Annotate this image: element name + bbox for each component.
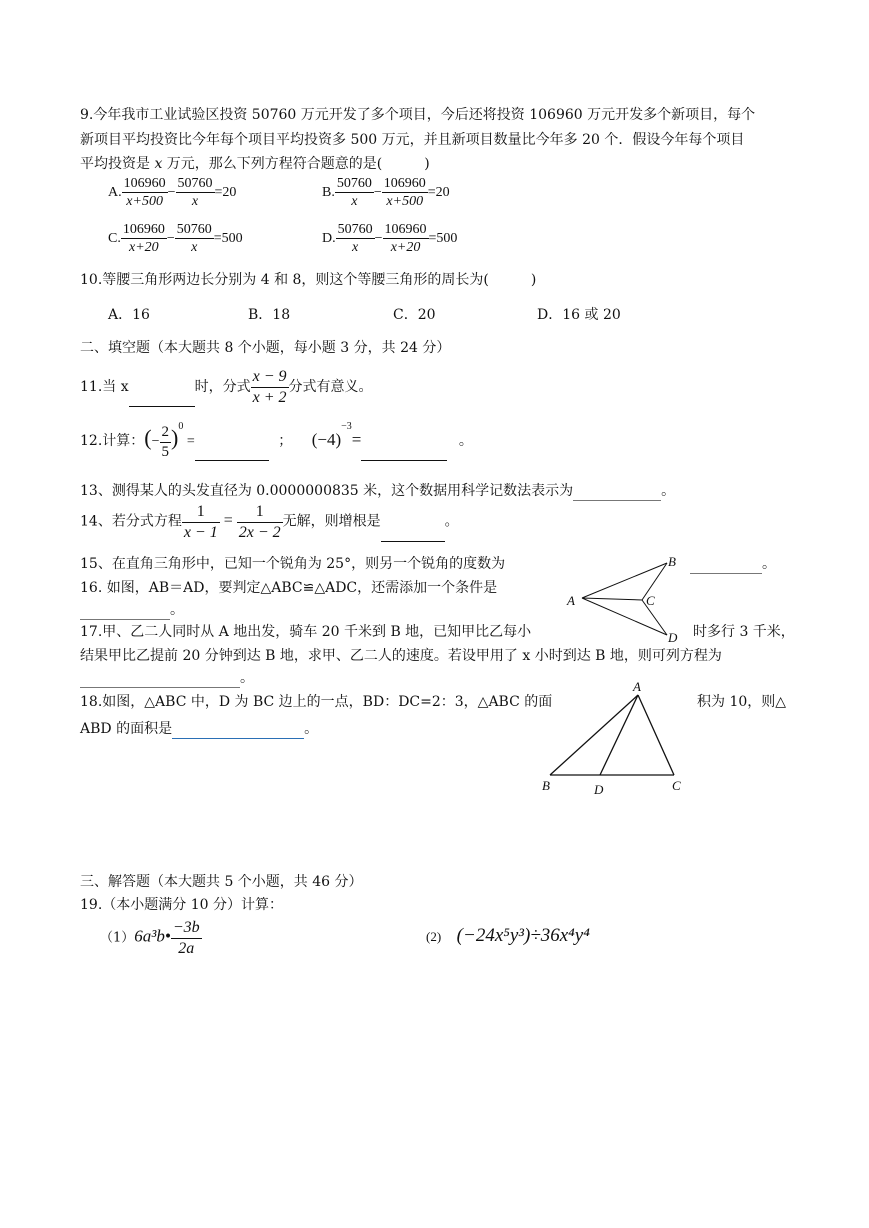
q16-answer: 。 bbox=[80, 602, 184, 620]
q11-answer-blank[interactable] bbox=[129, 392, 195, 407]
q14-answer-blank[interactable] bbox=[381, 527, 445, 542]
q10-option-a[interactable]: A．16 bbox=[108, 307, 150, 323]
section-2-heading: 二、填空题（本大题共 8 个小题，每小题 3 分，共 24 分） bbox=[80, 340, 451, 356]
q17-answer-blank[interactable] bbox=[80, 673, 240, 688]
q11: 11.当 x 时，分式 $\frac{x - 9}{x + 2}$ 分式有意义。 bbox=[80, 368, 373, 406]
q16-text: 16. 如图，AB＝AD，要判定△ABC≌△ADC，还需添加一个条件是 bbox=[80, 580, 498, 596]
q15-text: 15、在直角三角形中，已知一个锐角为 25°，则另一个锐角的度数为 bbox=[80, 556, 506, 572]
fig1-label-c: C bbox=[646, 593, 655, 608]
q19-stem: 19.（本小题满分 10 分）计算： bbox=[80, 897, 283, 913]
q10-option-d[interactable]: D．16 或 20 bbox=[537, 307, 621, 323]
q9-option-d[interactable]: D. $\frac{50760}{x}$ − $\frac{106960}{x+20}$ =500 bbox=[322, 222, 458, 256]
q19-part-1: （1）6a³b• $\frac{-3b}{2a}$ bbox=[100, 919, 200, 957]
q14: 14、若分式方程 $\frac{1}{x - 1}$ = $\frac{1}{2x - 2}$ 无解，则增根是 。 bbox=[80, 503, 459, 541]
q18-line2: ABD 的面积是 。 bbox=[80, 721, 319, 737]
q13-answer-blank[interactable] bbox=[573, 486, 661, 501]
q12: 12.计算：(− $\frac{2}{5}$ )$^0$ = ； $(-4)^{-3}=$ 。 bbox=[80, 421, 473, 460]
fig2-label-a: A bbox=[633, 679, 641, 694]
q10-option-c[interactable]: C．20 bbox=[393, 307, 436, 323]
q17-answer: 。 bbox=[80, 670, 254, 688]
q18-line1b: 积为 10，则△ bbox=[697, 694, 787, 710]
q13: 13、测得某人的头发直径为 0.0000000835 米，这个数据用科学记数法表示为 。 bbox=[80, 483, 676, 499]
fig2-label-c: C bbox=[672, 778, 681, 793]
fig2-label-b: B bbox=[542, 778, 550, 793]
q9-option-c[interactable]: C. $\frac{106960}{x+20}$ − $\frac{50760}{x}$ =500 bbox=[108, 222, 243, 256]
q9-option-a[interactable]: A. $\frac{106960}{x+500}$ − $\frac{50760}{x}$ =20 bbox=[108, 176, 237, 210]
q9-option-b[interactable]: B. $\frac{50760}{x}$ − $\frac{106960}{x+500}$ =20 bbox=[322, 176, 450, 210]
section-3-heading: 三、解答题（本大题共 5 个小题，共 46 分） bbox=[80, 874, 363, 890]
q10-option-b[interactable]: B．18 bbox=[248, 307, 291, 323]
figure-kite-abcd bbox=[562, 553, 686, 645]
q12-answer-blank-1[interactable] bbox=[195, 446, 269, 461]
q15-answer: 。 bbox=[690, 556, 776, 574]
q17-line2: 结果甲比乙提前 20 分钟到达 B 地，求甲、乙二人的速度。若设甲用了 x 小时到达 B 地，则可列方程为 bbox=[80, 648, 722, 664]
q10-stem: 10.等腰三角形两边长分别为 4 和 8，则这个等腰三角形的周长为( ) bbox=[80, 272, 537, 288]
q12-answer-blank-2[interactable] bbox=[361, 446, 447, 461]
q17-line1a: 17.甲、乙二人同时从 A 地出发，骑车 20 千米到 B 地，已知甲比乙每小 bbox=[80, 624, 532, 640]
fig1-label-b: B bbox=[668, 554, 676, 569]
fig1-label-d: D bbox=[668, 630, 678, 645]
q9-line2: 新项目平均投资比今年每个项目平均投资多 500 万元，并且新项目数量比今年多 20 个．假设今年每个项目 bbox=[80, 132, 745, 148]
q9-line1: 9.今年我市工业试验区投资 50760 万元开发了多个项目，今后还将投资 106960 万元开发多个新项目，每个 bbox=[80, 107, 756, 123]
figure-triangle-abc bbox=[536, 678, 696, 798]
q18-line1a: 18.如图，△ABC 中，D 为 BC 边上的一点，BD：DC=2：3，△ABC 的面 bbox=[80, 694, 553, 710]
fig1-label-a: A bbox=[567, 593, 575, 608]
fig2-label-d: D bbox=[594, 782, 604, 797]
q15-answer-blank[interactable] bbox=[690, 559, 762, 574]
q16-answer-blank[interactable] bbox=[80, 605, 170, 620]
q18-answer-blank[interactable] bbox=[172, 724, 304, 739]
q17-line1b: 时多行 3 千米， bbox=[693, 624, 795, 640]
q19-part-2: (2) (−24x⁵y³)÷36x⁴y⁴ bbox=[426, 925, 590, 946]
q9-line3: 平均投资是 x 万元，那么下列方程符合题意的是( ) bbox=[80, 156, 430, 172]
